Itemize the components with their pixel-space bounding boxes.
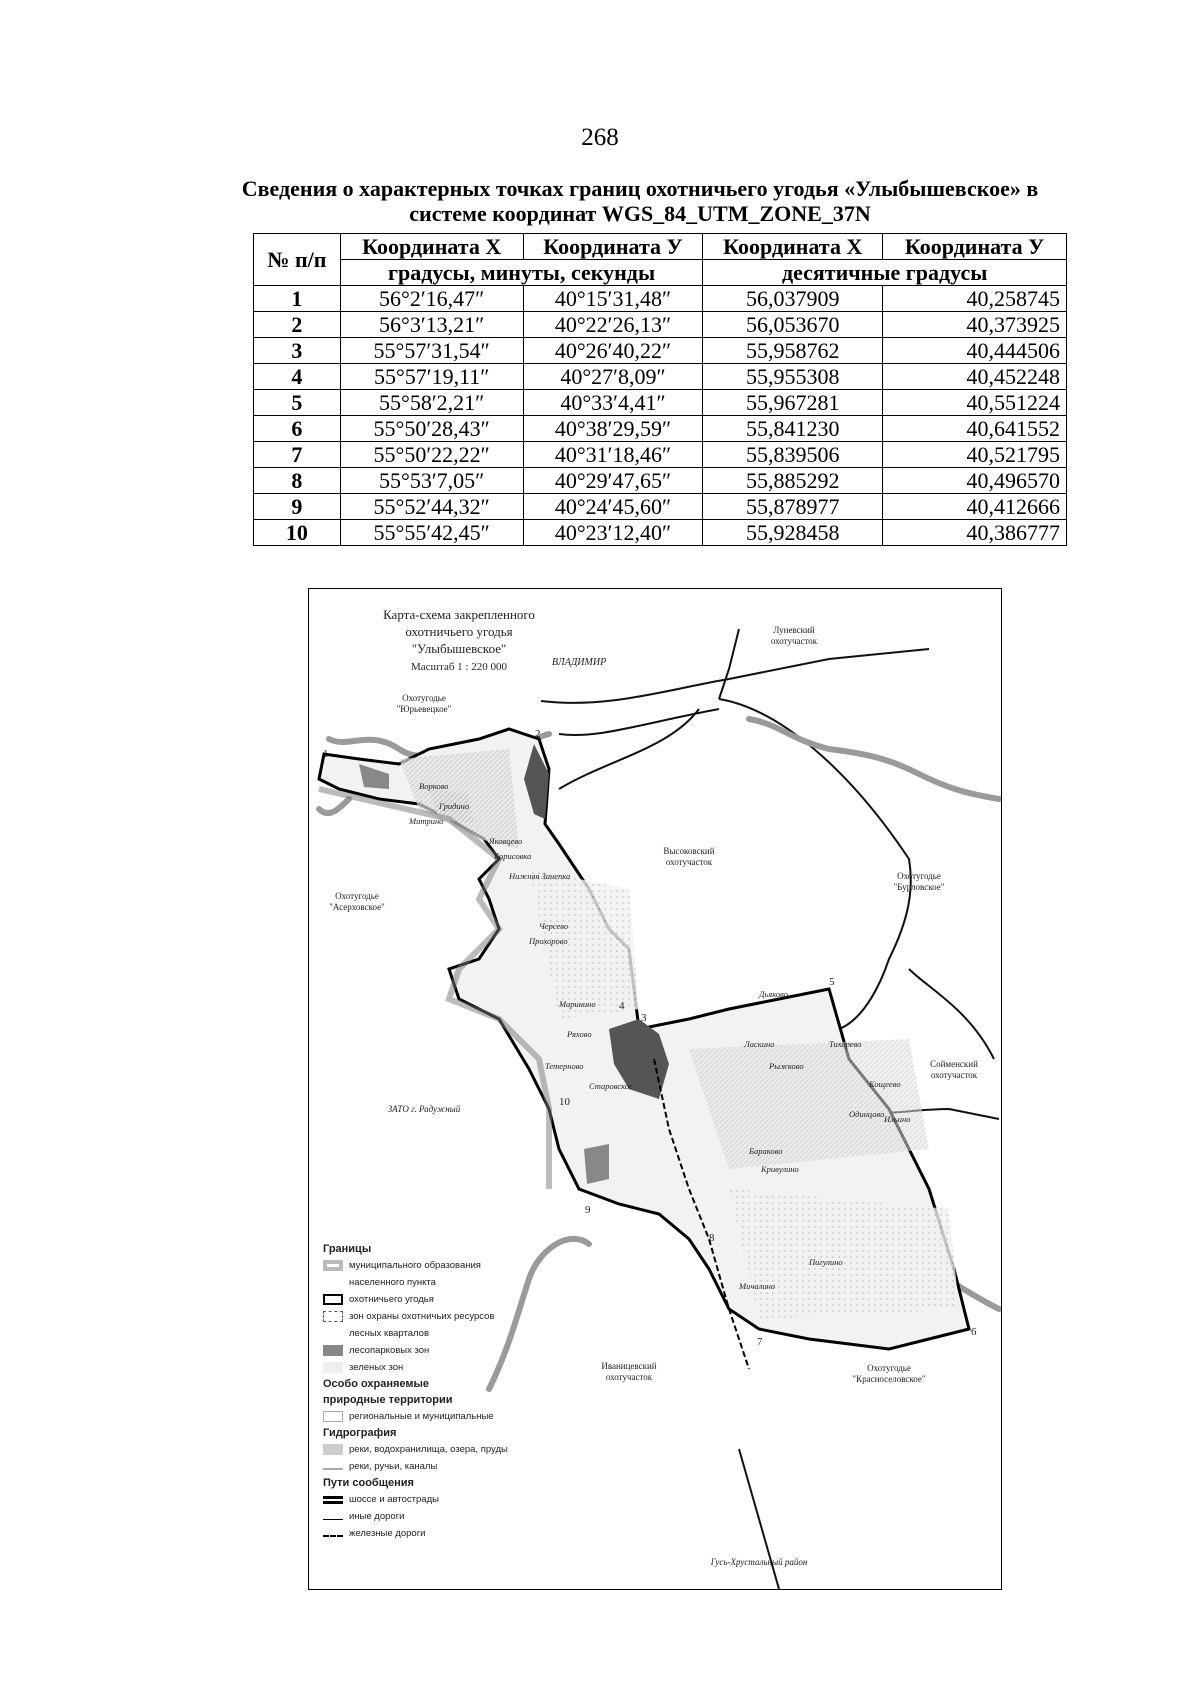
legend-ways-heading: Пути сообщения bbox=[323, 1477, 414, 1489]
legend-protected-heading-2: природные территории bbox=[323, 1394, 453, 1406]
table-row bbox=[254, 338, 1067, 364]
label-ivanitsevsky-2: охотучасток bbox=[605, 1372, 653, 1382]
page-number: 268 bbox=[581, 124, 619, 151]
subheader-dec: десятичные градусы bbox=[703, 260, 1067, 286]
village: Ворково bbox=[419, 781, 449, 791]
point-1: 1 bbox=[323, 748, 329, 760]
label-yuryevets-2: "Юрьевецкое" bbox=[396, 704, 452, 714]
streams-swatch bbox=[323, 1464, 343, 1470]
legend-municipal: муниципального образования bbox=[323, 1257, 553, 1274]
village: Тихорево bbox=[829, 1039, 862, 1049]
table-row bbox=[254, 416, 1067, 442]
table-cell-n: 7 bbox=[254, 442, 341, 468]
highway-swatch bbox=[323, 1496, 343, 1504]
table-cell-y-dms: 40°27′8,09″ bbox=[523, 364, 703, 390]
table-cell-x-dec: 55,955308 bbox=[703, 364, 883, 390]
village: Одинцово bbox=[849, 1109, 885, 1119]
legend-regional: региональные и муниципальные bbox=[323, 1408, 553, 1425]
table-cell-y-dms: 40°31′18,46″ bbox=[523, 442, 703, 468]
village: Кощеево bbox=[869, 1079, 901, 1089]
point-6: 6 bbox=[971, 1326, 977, 1338]
legend-highways: шоссе и автострады bbox=[323, 1491, 553, 1508]
document-title bbox=[180, 176, 1100, 226]
table-cell-x-dms: 55°55′42,45″ bbox=[340, 520, 523, 546]
map-title-line3: "Улыбышевское" bbox=[411, 641, 507, 656]
point-10: 10 bbox=[559, 1096, 570, 1108]
table-cell-n: 1 bbox=[254, 286, 341, 312]
table-cell-x-dec: 55,967281 bbox=[703, 390, 883, 416]
legend-hunting: охотничьего угодья bbox=[323, 1291, 553, 1308]
header-number: № п/п bbox=[254, 234, 341, 286]
village: Ласкино bbox=[744, 1039, 775, 1049]
village: Мичалино bbox=[739, 1281, 776, 1291]
table-cell-n: 3 bbox=[254, 338, 341, 364]
village: Гридино bbox=[439, 801, 470, 811]
point-2: 2 bbox=[535, 728, 541, 740]
coordinates-table bbox=[253, 233, 1067, 546]
table-cell-n: 10 bbox=[254, 520, 341, 546]
legend-hydro-heading: Гидрография bbox=[323, 1427, 397, 1439]
subheader-dms: градусы, минуты, секунды bbox=[340, 260, 703, 286]
table-row bbox=[254, 468, 1067, 494]
table-cell-n: 9 bbox=[254, 494, 341, 520]
rivers-lakes-swatch bbox=[323, 1444, 343, 1455]
village: Кривулино bbox=[761, 1164, 799, 1174]
label-zato: ЗАТО г. Радужный bbox=[387, 1104, 461, 1114]
legend-borders-heading: Границы bbox=[323, 1243, 372, 1255]
table-cell-y-dms: 40°38′29,59″ bbox=[523, 416, 703, 442]
hunting-swatch bbox=[323, 1294, 343, 1305]
label-asery-2: "Асерховское" bbox=[329, 902, 385, 912]
header-y-dms: Координата У bbox=[523, 234, 703, 260]
table-cell-y-dec: 40,258745 bbox=[883, 286, 1067, 312]
village: Пигулино bbox=[809, 1257, 843, 1267]
label-gus: Гусь-Хрустальный район bbox=[710, 1557, 808, 1567]
table-cell-x-dec: 56,037909 bbox=[703, 286, 883, 312]
table-row bbox=[254, 390, 1067, 416]
header-x-dms: Координата Х bbox=[340, 234, 523, 260]
table-cell-x-dms: 56°3′13,21″ bbox=[340, 312, 523, 338]
table-cell-y-dms: 40°26′40,22″ bbox=[523, 338, 703, 364]
table-row bbox=[254, 520, 1067, 546]
label-asery-1: Охотугодье bbox=[335, 891, 379, 901]
table-cell-x-dms: 55°57′19,11″ bbox=[340, 364, 523, 390]
village: Тетерново bbox=[545, 1061, 584, 1071]
title-line-1: Сведения о характерных точках границ охотничьего угодья «Улыбышевское» в bbox=[241, 176, 1039, 201]
regional-swatch bbox=[323, 1411, 343, 1422]
map-title-line1: Карта-схема закрепленного bbox=[383, 607, 535, 622]
village: Ильино bbox=[884, 1114, 911, 1124]
table-cell-n: 8 bbox=[254, 468, 341, 494]
map-title-line2: охотничьего угодья bbox=[405, 624, 513, 639]
table-row bbox=[254, 364, 1067, 390]
table-cell-x-dec: 55,841230 bbox=[703, 416, 883, 442]
table-row bbox=[254, 494, 1067, 520]
table-row bbox=[254, 442, 1067, 468]
label-vysokovsky-2: охотучасток bbox=[665, 857, 713, 867]
road-swatch bbox=[323, 1514, 343, 1520]
table-row bbox=[254, 286, 1067, 312]
label-soimensky-2: охотучасток bbox=[930, 1070, 978, 1080]
village: Черсево bbox=[539, 921, 569, 931]
legend-settlement: населенного пункта bbox=[349, 1276, 436, 1288]
label-vysokovsky-1: Высоковский bbox=[663, 846, 715, 856]
table-cell-y-dec: 40,496570 bbox=[883, 468, 1067, 494]
legend-forest-quarters: лесных кварталов bbox=[349, 1327, 430, 1339]
village: Ряхово bbox=[567, 1029, 592, 1039]
point-8: 8 bbox=[709, 1232, 715, 1244]
legend-protection: зон охраны охотничьих ресурсов bbox=[323, 1308, 553, 1325]
village: Яковцево bbox=[489, 836, 523, 846]
table-cell-x-dec: 55,885292 bbox=[703, 468, 883, 494]
header-y-dec: Координата У bbox=[883, 234, 1067, 260]
label-burinovo-1: Охотугодье bbox=[897, 871, 941, 881]
legend-green: зеленых зон bbox=[323, 1359, 553, 1376]
point-3: 3 bbox=[641, 1012, 647, 1024]
village: Рыжково bbox=[769, 1061, 804, 1071]
railway-swatch bbox=[323, 1531, 343, 1537]
village: Маринино bbox=[559, 999, 596, 1009]
label-lunevsky-2: охотучасток bbox=[770, 636, 818, 646]
table-cell-n: 4 bbox=[254, 364, 341, 390]
village: Митрино bbox=[409, 816, 444, 826]
municipal-swatch bbox=[323, 1260, 343, 1271]
table-cell-y-dms: 40°33′4,41″ bbox=[523, 390, 703, 416]
legend-protected-heading-1: Особо охраняемые bbox=[323, 1378, 430, 1390]
map-scale: Масштаб 1 : 220 000 bbox=[411, 661, 507, 673]
legend-forest-park: лесопарковых зон bbox=[323, 1342, 553, 1359]
table-cell-x-dms: 55°53′7,05″ bbox=[340, 468, 523, 494]
label-krasnosel-2: "Красноселовское" bbox=[852, 1374, 926, 1384]
village: Нижняя Занепка bbox=[509, 871, 571, 881]
legend-other-roads: иные дороги bbox=[323, 1508, 553, 1525]
map-scheme bbox=[308, 588, 1002, 1590]
village: Борисовка bbox=[494, 851, 532, 861]
label-soimensky-1: Сойменский bbox=[930, 1059, 978, 1069]
title-line-2: системе координат WGS_84_UTM_ZONE_37N bbox=[409, 201, 871, 226]
legend-railways: железные дороги bbox=[323, 1525, 553, 1542]
village: Дьяково bbox=[759, 989, 788, 999]
table-cell-n: 2 bbox=[254, 312, 341, 338]
table-cell-n: 5 bbox=[254, 390, 341, 416]
green-swatch bbox=[323, 1362, 343, 1373]
table-cell-x-dec: 55,958762 bbox=[703, 338, 883, 364]
legend-streams: реки, ручьи, каналы bbox=[323, 1458, 553, 1475]
village: Старовское bbox=[589, 1081, 633, 1091]
label-burinovo-2: "Бурловское" bbox=[893, 882, 945, 892]
table-cell-y-dec: 40,373925 bbox=[883, 312, 1067, 338]
table-cell-x-dms: 55°52′44,32″ bbox=[340, 494, 523, 520]
point-7: 7 bbox=[757, 1336, 763, 1348]
table-cell-y-dec: 40,412666 bbox=[883, 494, 1067, 520]
village: Прохорово bbox=[529, 936, 568, 946]
forest-park-swatch bbox=[323, 1345, 343, 1356]
village: Бараково bbox=[749, 1146, 783, 1156]
table-cell-y-dec: 40,452248 bbox=[883, 364, 1067, 390]
map-legend bbox=[323, 1241, 553, 1542]
table-cell-y-dec: 40,551224 bbox=[883, 390, 1067, 416]
map-title bbox=[383, 607, 535, 673]
table-cell-y-dec: 40,521795 bbox=[883, 442, 1067, 468]
table-cell-y-dms: 40°15′31,48″ bbox=[523, 286, 703, 312]
table-cell-x-dms: 55°50′22,22″ bbox=[340, 442, 523, 468]
table-cell-x-dms: 55°50′28,43″ bbox=[340, 416, 523, 442]
table-cell-y-dms: 40°22′26,13″ bbox=[523, 312, 703, 338]
table-cell-y-dms: 40°29′47,65″ bbox=[523, 468, 703, 494]
table-cell-y-dms: 40°24′45,60″ bbox=[523, 494, 703, 520]
table-row bbox=[254, 312, 1067, 338]
table-cell-n: 6 bbox=[254, 416, 341, 442]
table-cell-x-dms: 55°58′2,21″ bbox=[340, 390, 523, 416]
table-cell-x-dec: 56,053670 bbox=[703, 312, 883, 338]
table-cell-x-dec: 55,839506 bbox=[703, 442, 883, 468]
label-lunevsky-1: Луневский bbox=[773, 625, 815, 635]
table-cell-y-dec: 40,386777 bbox=[883, 520, 1067, 546]
table-cell-y-dec: 40,444506 bbox=[883, 338, 1067, 364]
protection-swatch bbox=[323, 1311, 343, 1322]
label-vladimir: ВЛАДИМИР bbox=[551, 657, 607, 668]
table-cell-x-dec: 55,878977 bbox=[703, 494, 883, 520]
table-cell-x-dec: 55,928458 bbox=[703, 520, 883, 546]
legend-rivers-lakes: реки, водохранилища, озера, пруды bbox=[323, 1441, 553, 1458]
table-cell-y-dec: 40,641552 bbox=[883, 416, 1067, 442]
table-cell-x-dms: 56°2′16,47″ bbox=[340, 286, 523, 312]
table-cell-y-dms: 40°23′12,40″ bbox=[523, 520, 703, 546]
label-krasnosel-1: Охотугодье bbox=[867, 1363, 911, 1373]
table-cell-x-dms: 55°57′31,54″ bbox=[340, 338, 523, 364]
label-ivanitsevsky-1: Иваницевский bbox=[601, 1361, 657, 1371]
header-x-dec: Координата Х bbox=[703, 234, 883, 260]
point-9: 9 bbox=[585, 1204, 591, 1216]
point-5: 5 bbox=[829, 976, 835, 988]
label-yuryevets-1: Охотугодье bbox=[402, 693, 446, 703]
point-4: 4 bbox=[619, 1000, 625, 1012]
